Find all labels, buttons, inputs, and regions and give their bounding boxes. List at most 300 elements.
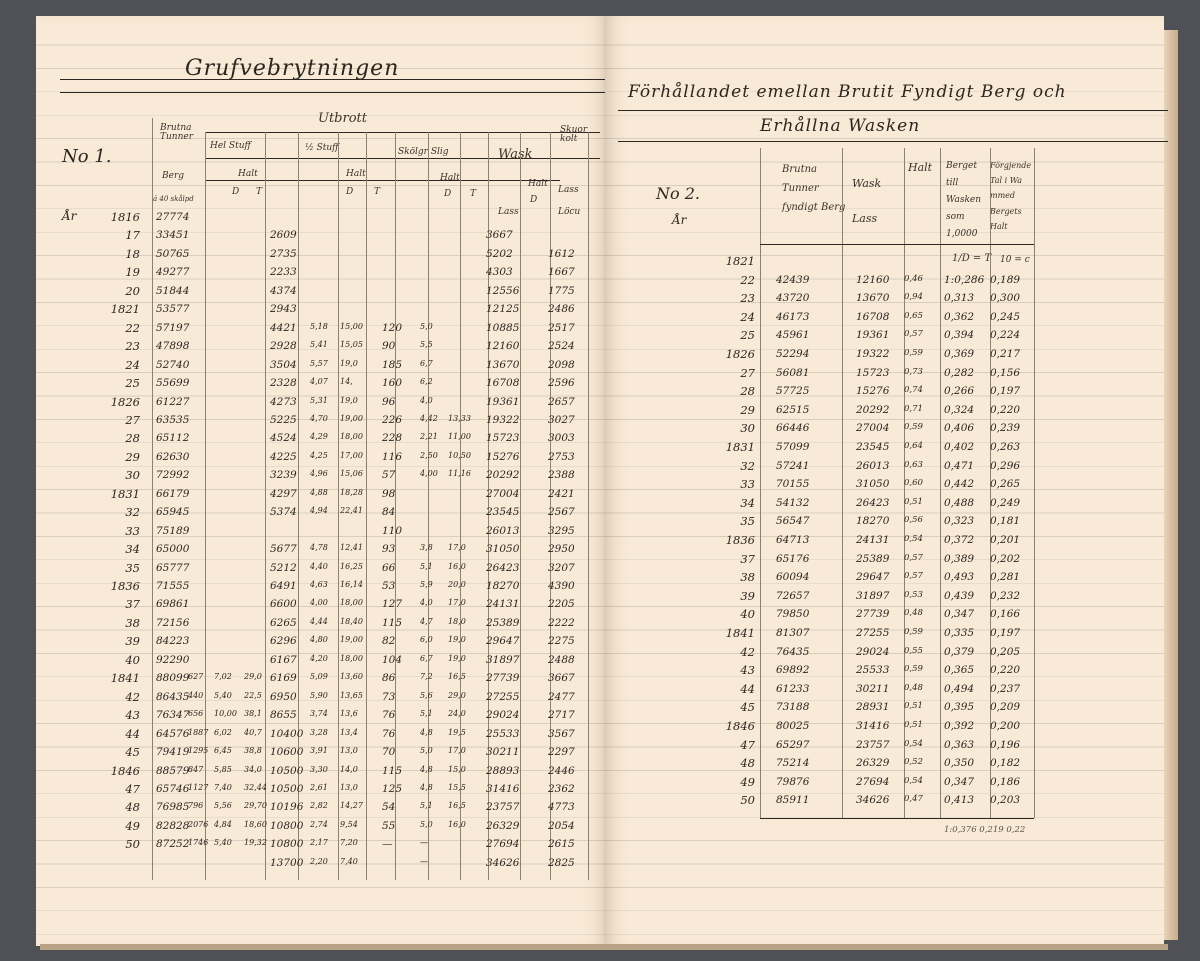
left-data-cell: 12160: [486, 340, 520, 353]
right-title-rule-2: [618, 141, 1168, 142]
left-data-cell: 16,5: [448, 672, 466, 682]
left-data-cell: 4,29: [310, 432, 328, 442]
left-data-cell: 38,8: [244, 746, 262, 756]
left-data-cell: 19322: [486, 413, 520, 426]
right-data-cell: 20292: [856, 403, 890, 416]
left-data-cell: 12125: [486, 303, 520, 316]
right-data-cell: 0,65: [904, 310, 923, 321]
left-data-cell: 65777: [156, 561, 190, 574]
right-data-cell: 15276: [856, 385, 890, 398]
left-data-cell: 115: [382, 764, 403, 777]
right-year-cell: 1841: [725, 626, 755, 640]
right-column-rule: [1034, 148, 1035, 818]
left-data-cell: 26329: [486, 819, 520, 832]
left-data-cell: 2609: [270, 229, 297, 242]
left-data-cell: 18,40: [340, 616, 363, 626]
right-year-cell: 50: [740, 793, 755, 808]
left-data-cell: 3,28: [310, 727, 328, 737]
left-data-cell: 2,21: [420, 432, 438, 442]
right-year-cell: 39: [740, 588, 755, 603]
left-data-cell: 13670: [486, 358, 520, 371]
left-header-halt-4: Halt: [528, 179, 548, 189]
left-data-cell: 7,40: [214, 782, 232, 792]
left-data-cell: 10800: [270, 838, 304, 851]
right-data-cell: 66446: [776, 422, 810, 435]
left-data-cell: 115: [382, 616, 403, 629]
left-data-cell: 5,40: [214, 690, 232, 700]
left-data-cell: 73: [382, 690, 396, 703]
left-data-cell: 16,25: [340, 561, 363, 571]
left-data-cell: 19,00: [340, 413, 363, 423]
left-year-cell: 23: [125, 339, 140, 354]
left-data-cell: 2098: [548, 358, 575, 371]
left-data-cell: 87252: [156, 838, 190, 851]
right-data-cell: 0,220: [990, 664, 1021, 677]
left-data-cell: 5,0: [420, 746, 433, 756]
left-data-cell: 3567: [548, 727, 575, 740]
left-data-cell: 796: [188, 801, 204, 811]
right-data-cell: 0,186: [990, 775, 1021, 788]
right-data-cell: 0,55: [904, 645, 923, 656]
left-data-cell: 90: [382, 340, 396, 353]
left-data-cell: 18,00: [340, 432, 363, 442]
left-data-cell: 9,54: [340, 819, 358, 829]
right-year-cell: 1831: [725, 440, 755, 454]
left-data-cell: 18,00: [340, 598, 363, 608]
left-data-cell: 19,0: [340, 358, 358, 368]
left-header-rule-c: [205, 180, 560, 181]
left-data-cell: 2486: [548, 303, 575, 316]
left-year-cell: 1846: [110, 763, 140, 778]
left-year-cell: 18: [125, 246, 140, 261]
right-data-cell: 0,209: [990, 701, 1021, 714]
right-data-cell: 0,389: [944, 552, 975, 565]
right-data-cell: 0,73: [904, 366, 923, 377]
left-data-cell: 104: [382, 653, 403, 666]
left-data-cell: 13,65: [340, 690, 363, 700]
left-data-cell: 2222: [548, 616, 575, 629]
left-data-cell: 116: [382, 450, 403, 463]
left-data-cell: 84223: [156, 635, 190, 648]
right-footer-averages: 1:0,376 0,219 0,22: [944, 825, 1026, 835]
left-data-cell: 65746: [156, 782, 190, 795]
right-data-cell: 65176: [776, 552, 810, 565]
left-data-cell: 4,25: [310, 450, 328, 460]
right-data-cell: 0,239: [990, 422, 1021, 435]
left-data-cell: 62630: [156, 450, 190, 463]
book-page-edge: [1164, 30, 1178, 940]
right-data-cell: 27004: [856, 422, 890, 435]
left-data-cell: 4,84: [214, 819, 232, 829]
left-data-cell: 29,70: [244, 801, 267, 811]
left-data-cell: 10,00: [214, 709, 237, 719]
left-data-cell: 4374: [270, 284, 297, 297]
right-data-cell: 18270: [856, 515, 890, 528]
right-data-cell: 0,347: [944, 775, 975, 788]
left-data-cell: 40,7: [244, 727, 262, 737]
left-data-cell: 29024: [486, 709, 520, 722]
right-data-cell: 57099: [776, 441, 810, 453]
left-data-cell: 2928: [270, 340, 297, 353]
left-data-cell: 4524: [270, 432, 297, 445]
left-header-t-3: T: [470, 189, 477, 199]
left-year-cell: 19: [125, 265, 140, 280]
right-data-cell: 0,156: [990, 366, 1021, 379]
left-data-cell: 15,5: [448, 782, 466, 792]
left-data-cell: 5,9: [420, 580, 433, 589]
left-data-cell: 79419: [156, 746, 190, 759]
left-data-cell: 17,0: [448, 746, 466, 756]
left-data-cell: 3667: [548, 672, 575, 685]
left-data-cell: 4,07: [310, 377, 328, 387]
left-data-cell: 54: [382, 801, 396, 814]
left-data-cell: 5,09: [310, 672, 328, 682]
left-data-cell: 120: [382, 321, 403, 334]
right-data-cell: 15723: [856, 366, 890, 379]
left-year-cell: 1831: [110, 486, 140, 501]
right-data-cell: 0,300: [990, 292, 1021, 305]
right-data-cell: 56081: [776, 366, 810, 379]
left-data-cell: 2297: [548, 746, 575, 759]
right-data-cell: 0,51: [904, 701, 923, 712]
right-data-cell: 0,362: [944, 310, 975, 323]
right-year-cell: 30: [740, 421, 755, 436]
left-data-cell: 19,0: [340, 395, 358, 405]
right-data-cell: 0,220: [990, 403, 1021, 416]
left-data-cell: 72156: [156, 616, 190, 629]
left-data-cell: 6,0: [420, 635, 433, 645]
right-data-cell: 27739: [856, 608, 890, 621]
left-data-cell: 1667: [548, 266, 575, 279]
right-data-cell: 0,203: [990, 794, 1021, 807]
right-data-cell: 0,406: [944, 422, 975, 435]
right-data-cell: 85911: [776, 794, 810, 807]
left-data-cell: 76985: [156, 801, 190, 814]
left-year-cell: 34: [125, 542, 140, 557]
book-bottom-edge: [40, 944, 1168, 950]
left-data-cell: 13700: [270, 856, 304, 869]
left-data-cell: 6,02: [214, 727, 232, 737]
right-data-cell: 79850: [776, 608, 810, 621]
left-header-halt-3: Halt: [440, 173, 460, 183]
right-data-cell: 0,263: [990, 441, 1021, 453]
left-data-cell: 4390: [548, 580, 575, 592]
left-data-cell: 10196: [270, 801, 304, 814]
left-data-cell: 160: [382, 377, 403, 390]
left-data-cell: 52740: [156, 358, 190, 371]
left-data-cell: 6296: [270, 635, 297, 648]
left-data-cell: 2362: [548, 782, 575, 795]
right-data-cell: 80025: [776, 720, 810, 732]
right-year-cell: 22: [740, 272, 755, 287]
right-data-cell: 79876: [776, 775, 810, 788]
left-data-cell: 3,91: [310, 746, 328, 756]
left-header-skog-slig: Skölgr Slig: [398, 147, 449, 157]
right-data-cell: 0,392: [944, 720, 975, 732]
left-data-cell: 84: [382, 506, 396, 519]
left-data-cell: 17,0: [448, 543, 466, 553]
left-data-cell: 440: [188, 690, 204, 700]
right-data-cell: 0,181: [990, 515, 1021, 528]
left-data-cell: 6600: [270, 598, 297, 611]
left-data-cell: 29,0: [448, 690, 466, 700]
right-data-cell: 0,494: [944, 682, 975, 695]
left-data-cell: 4,7: [420, 616, 433, 626]
left-data-cell: 2076: [188, 819, 209, 829]
left-data-cell: 5,57: [310, 358, 328, 368]
left-data-cell: 57: [382, 469, 396, 482]
left-data-cell: 2524: [548, 340, 575, 353]
right-data-cell: 25389: [856, 552, 890, 565]
left-data-cell: 27739: [486, 672, 520, 685]
left-data-cell: 127: [382, 598, 403, 611]
left-year-cell: 1816: [110, 210, 140, 224]
left-data-cell: 2717: [548, 709, 575, 722]
left-data-cell: 4,8: [420, 764, 433, 774]
right-data-cell: 0,282: [944, 366, 975, 379]
left-header-halt-1: Halt: [238, 169, 258, 179]
left-year-cell: 39: [125, 634, 140, 649]
left-data-cell: 4,40: [310, 561, 328, 571]
right-header-berget-till: Berget till Wasken som 1,0000: [946, 161, 982, 240]
right-data-cell: 23757: [856, 738, 890, 751]
right-data-cell: 0,64: [904, 441, 923, 451]
right-year-cell: 1836: [725, 533, 755, 547]
right-unit-row-2: 10 = c: [1000, 255, 1030, 265]
left-data-cell: 2,82: [310, 801, 328, 811]
left-data-cell: 76: [382, 727, 396, 740]
left-data-cell: 25533: [486, 727, 520, 740]
left-data-cell: 10500: [270, 782, 304, 795]
right-data-cell: 26423: [856, 496, 890, 509]
left-data-cell: 16708: [486, 377, 520, 390]
left-data-cell: 7,20: [340, 838, 358, 848]
left-data-cell: 15,00: [340, 321, 363, 331]
left-data-cell: 10600: [270, 746, 304, 759]
left-no-label: No 1.: [62, 146, 112, 167]
left-data-cell: 4421: [270, 321, 297, 334]
left-data-cell: 19361: [486, 395, 520, 408]
right-year-cell: 1846: [725, 719, 755, 733]
left-year-cell: 40: [125, 652, 140, 667]
right-data-cell: 0,51: [904, 496, 923, 507]
left-data-cell: 75189: [156, 524, 190, 537]
left-data-cell: 19,5: [448, 727, 466, 737]
left-data-cell: 2,17: [310, 838, 328, 848]
left-year-cell: 1821: [110, 302, 140, 317]
left-data-cell: 64576: [156, 727, 190, 740]
left-data-cell: 69861: [156, 598, 190, 611]
left-data-cell: 34,0: [244, 764, 262, 774]
left-data-cell: 31050: [486, 543, 520, 556]
right-header-brutna: Brutna Tunner fyndigt Berg: [782, 164, 846, 213]
right-year-cell: 49: [740, 774, 755, 789]
right-data-cell: 0,394: [944, 329, 975, 342]
left-year-cell: 30: [125, 468, 140, 483]
right-year-cell: 32: [740, 458, 755, 473]
left-data-cell: 17,0: [448, 598, 466, 608]
left-data-cell: 2446: [548, 764, 575, 777]
left-data-cell: 5,1: [420, 709, 433, 719]
right-year-cell: 47: [740, 737, 755, 752]
left-data-cell: 86: [382, 672, 396, 685]
left-data-cell: 2657: [548, 395, 575, 408]
left-data-cell: 27774: [156, 211, 190, 223]
left-data-cell: 3667: [486, 229, 513, 242]
left-data-cell: 28893: [486, 764, 520, 777]
right-data-cell: 73188: [776, 701, 810, 714]
left-data-cell: 5,1: [420, 801, 433, 811]
left-data-cell: 3003: [548, 432, 575, 445]
right-data-cell: 0,217: [990, 348, 1021, 360]
left-data-cell: 92290: [156, 653, 190, 666]
left-data-cell: 19,0: [448, 653, 466, 663]
right-data-cell: 72657: [776, 589, 810, 602]
right-data-cell: 26329: [856, 757, 890, 770]
right-data-cell: 0,395: [944, 701, 975, 714]
left-year-cell: 38: [125, 615, 140, 630]
right-data-cell: 46173: [776, 310, 810, 323]
left-data-cell: 65000: [156, 543, 190, 556]
right-data-cell: 60094: [776, 571, 810, 584]
left-data-cell: 18,28: [340, 487, 363, 497]
left-data-cell: 2328: [270, 377, 297, 390]
right-data-cell: 0,365: [944, 664, 975, 677]
right-column-rule: [842, 148, 843, 818]
left-data-cell: 1295: [188, 746, 209, 756]
left-header-brutna: Brutna Tunner: [160, 123, 194, 142]
right-data-cell: 24131: [856, 534, 890, 546]
right-data-cell: 0,200: [990, 720, 1021, 732]
left-year-cell: 1836: [110, 579, 140, 593]
left-data-cell: 15,05: [340, 340, 363, 350]
left-data-cell: 1887: [188, 727, 209, 737]
right-data-cell: 0,335: [944, 627, 975, 639]
left-data-cell: 10885: [486, 321, 520, 334]
left-data-cell: 3207: [548, 561, 575, 574]
left-year-cell: 24: [125, 357, 140, 372]
right-data-cell: 0,57: [904, 329, 923, 340]
left-data-cell: 93: [382, 543, 396, 556]
left-data-cell: 18,0: [448, 616, 466, 626]
left-data-cell: 27004: [486, 487, 520, 500]
left-year-cell: 20: [125, 283, 140, 298]
right-data-cell: 0,47: [904, 794, 923, 805]
left-data-cell: 15,06: [340, 469, 363, 479]
left-header-wask: Wask: [498, 147, 533, 162]
left-header-lass-2: Lass: [558, 185, 579, 195]
left-data-cell: 47898: [156, 340, 190, 353]
right-data-cell: 0,54: [904, 534, 923, 544]
right-data-cell: 0,54: [904, 738, 923, 749]
left-data-cell: 4273: [270, 395, 297, 408]
right-data-cell: 0,74: [904, 385, 923, 396]
left-data-cell: 4,70: [310, 413, 328, 423]
left-data-cell: 125: [382, 782, 403, 795]
left-data-cell: 2205: [548, 598, 575, 611]
left-data-cell: 5,0: [420, 321, 433, 331]
right-year-cell: 43: [740, 663, 755, 678]
left-year-cell: 25: [125, 376, 140, 391]
left-data-cell: —: [382, 838, 393, 851]
left-header-d-1: D: [232, 187, 240, 197]
left-data-cell: 3,8: [420, 543, 433, 553]
right-header-forhallande: Förgjende Tal i Wa mmed Bergets Halt: [990, 161, 1032, 231]
right-data-cell: 0,46: [904, 273, 923, 284]
left-data-cell: 627: [188, 672, 204, 682]
left-data-cell: 2421: [548, 487, 575, 500]
right-data-cell: 28931: [856, 701, 890, 714]
left-title-rule-2: [60, 92, 605, 93]
left-data-cell: 13,0: [340, 746, 358, 756]
right-data-cell: 0,372: [944, 534, 975, 546]
left-data-cell: 16,0: [448, 819, 466, 829]
right-data-cell: 27694: [856, 775, 890, 788]
left-data-cell: 57197: [156, 321, 190, 334]
left-data-cell: 23545: [486, 506, 520, 519]
left-data-cell: 6167: [270, 653, 297, 666]
right-data-cell: 0,182: [990, 757, 1021, 770]
left-data-cell: 2517: [548, 321, 575, 334]
right-data-cell: 0,57: [904, 571, 923, 582]
left-data-cell: 4,88: [310, 487, 328, 497]
left-data-cell: 17,00: [340, 450, 363, 460]
right-data-cell: 0,71: [904, 403, 923, 414]
right-data-cell: 31050: [856, 478, 890, 491]
right-data-cell: 0,488: [944, 496, 975, 509]
left-data-cell: 76: [382, 709, 396, 722]
left-data-cell: 31897: [486, 653, 520, 666]
right-data-cell: 0,265: [990, 478, 1021, 491]
right-data-cell: 0,53: [904, 589, 923, 600]
left-data-cell: 10400: [270, 727, 304, 740]
right-data-cell: 54132: [776, 496, 810, 509]
right-data-cell: 26013: [856, 459, 890, 472]
left-data-cell: 53577: [156, 303, 190, 316]
right-total-rule: [760, 818, 1034, 819]
right-data-cell: 0,56: [904, 515, 923, 526]
left-data-cell: 11,00: [448, 432, 471, 442]
left-data-cell: 18,00: [340, 653, 363, 663]
right-data-cell: 0,323: [944, 515, 975, 528]
left-data-cell: 13,0: [340, 782, 358, 792]
right-data-cell: 76435: [776, 645, 810, 658]
right-data-cell: 12160: [856, 273, 890, 286]
left-data-cell: 15723: [486, 432, 520, 445]
left-data-cell: 1775: [548, 284, 575, 297]
left-data-cell: 4,78: [310, 543, 328, 553]
left-data-cell: 7,40: [340, 856, 358, 866]
left-data-cell: 27255: [486, 690, 520, 703]
left-data-cell: 4,96: [310, 469, 328, 479]
left-data-cell: 65112: [156, 432, 190, 445]
left-data-cell: 96: [382, 395, 396, 408]
right-data-cell: 56547: [776, 515, 810, 528]
right-data-cell: 31416: [856, 720, 890, 732]
right-data-cell: 0,196: [990, 738, 1021, 751]
right-data-cell: 42439: [776, 273, 810, 286]
right-data-cell: 0,266: [944, 385, 975, 398]
right-data-cell: 19322: [856, 348, 890, 360]
left-data-cell: 55: [382, 819, 396, 832]
right-header-underline: [760, 244, 1034, 245]
right-data-cell: 0,493: [944, 571, 975, 584]
left-data-cell: 25389: [486, 616, 520, 629]
right-no-label: No 2.: [656, 184, 700, 203]
left-header-d-3: D: [444, 189, 452, 199]
left-data-cell: 4,80: [310, 635, 328, 645]
left-year-cell: 43: [125, 708, 140, 723]
